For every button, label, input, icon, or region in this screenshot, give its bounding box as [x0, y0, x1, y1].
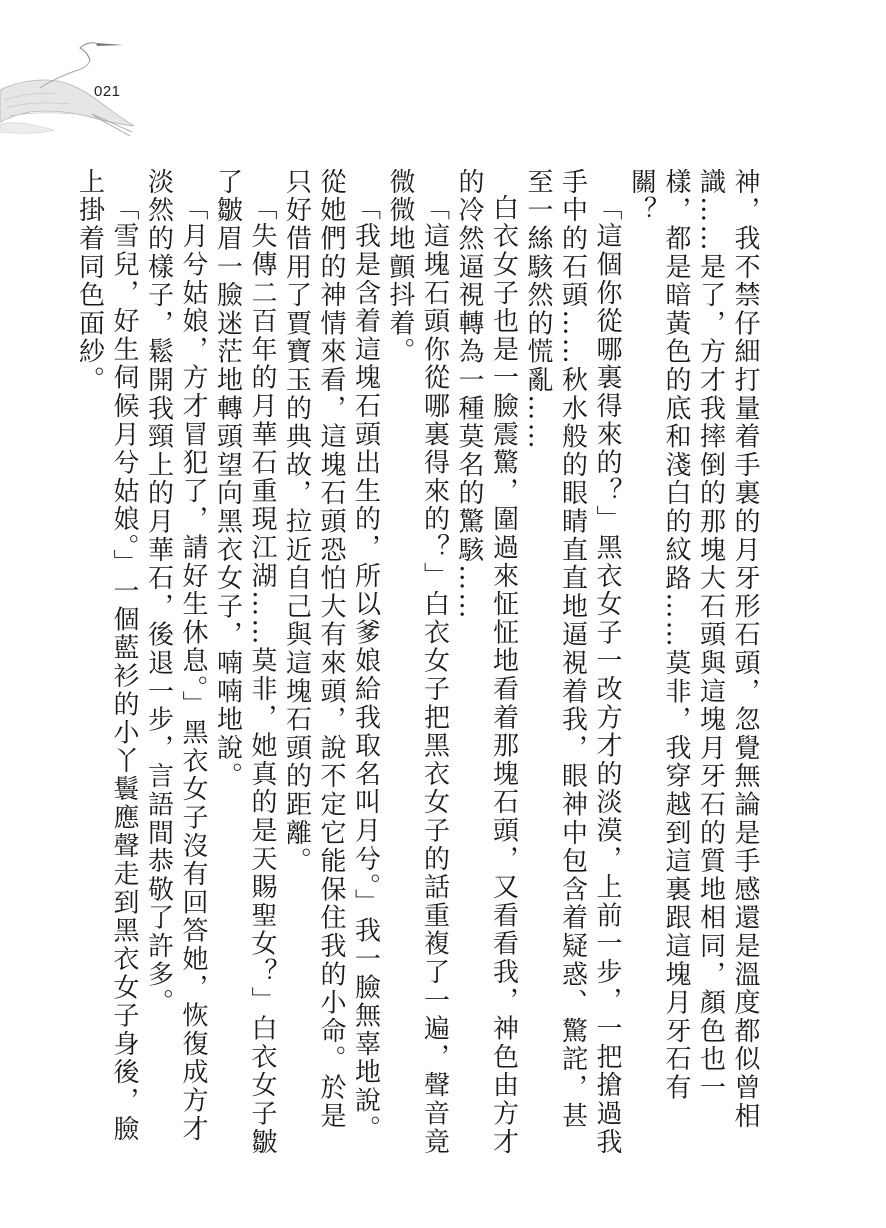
- paragraph: 白衣女子也是一臉震驚，圍過來怔怔地看着那塊石頭，又看看我，神色由方才的冷然逼視轉為一種莫名的驚駭……: [454, 168, 519, 1157]
- paragraph: 「我是含着這塊石頭出生的，所以爹娘給我取名叫月兮。」我一臉無辜地說。從她們的神情來看，這塊石頭恐怕大有來頭，說不定它能保住我的小命。於是只好借用了賈寶玉的典故，拉近自己與這塊石頭的距離。: [281, 168, 381, 1144]
- paragraph: 「這個你從哪裏得來的？」黑衣女子一改方才的淡漠，上前一步，一把搶過我手中的石頭……秋水般的眼睛直直地逼視着我，眼神中包含着疑惑、驚詫，甚至一絲駭然的慌亂……: [523, 168, 622, 1157]
- page-number: 021: [94, 83, 121, 100]
- paragraph: 「這塊石頭你從哪裏得來的？」白衣女子把黑衣女子的話重複了一遍，聲音竟微微地顫抖着。: [385, 168, 450, 1157]
- body-text: [72, 168, 762, 1158]
- paragraph: 神，我不禁仔細打量着手裏的月牙形石頭，忽覺無論是手感還是溫度都似曾相識……是了，方才我摔倒的那塊大石頭與這塊月牙石的質地相同，顏色也一樣，都是暗黃色的底和淺白的紋路……莫非，我穿越到這裏跟這塊月牙石有關？: [626, 168, 760, 1131]
- paragraph: 「失傳二百年的月華石重現江湖……莫非，她真的是天賜聖女？」白衣女子皺了皺眉一臉迷茫地轉頭望向黑衣女子，喃喃地說。: [212, 168, 277, 1157]
- paragraph: 「月兮姑娘，方才冒犯了，請好生休息。」黑衣女子沒有回答她，恢復成方才淡然的樣子，鬆開我頸上的月華石，後退一步，言語間恭敬了許多。: [143, 168, 208, 1144]
- paragraph: 「雪兒，好生伺候月兮姑娘。」一個藍衫的小丫鬟應聲走到黑衣女子身後，臉上掛着同色面紗。: [74, 168, 139, 1144]
